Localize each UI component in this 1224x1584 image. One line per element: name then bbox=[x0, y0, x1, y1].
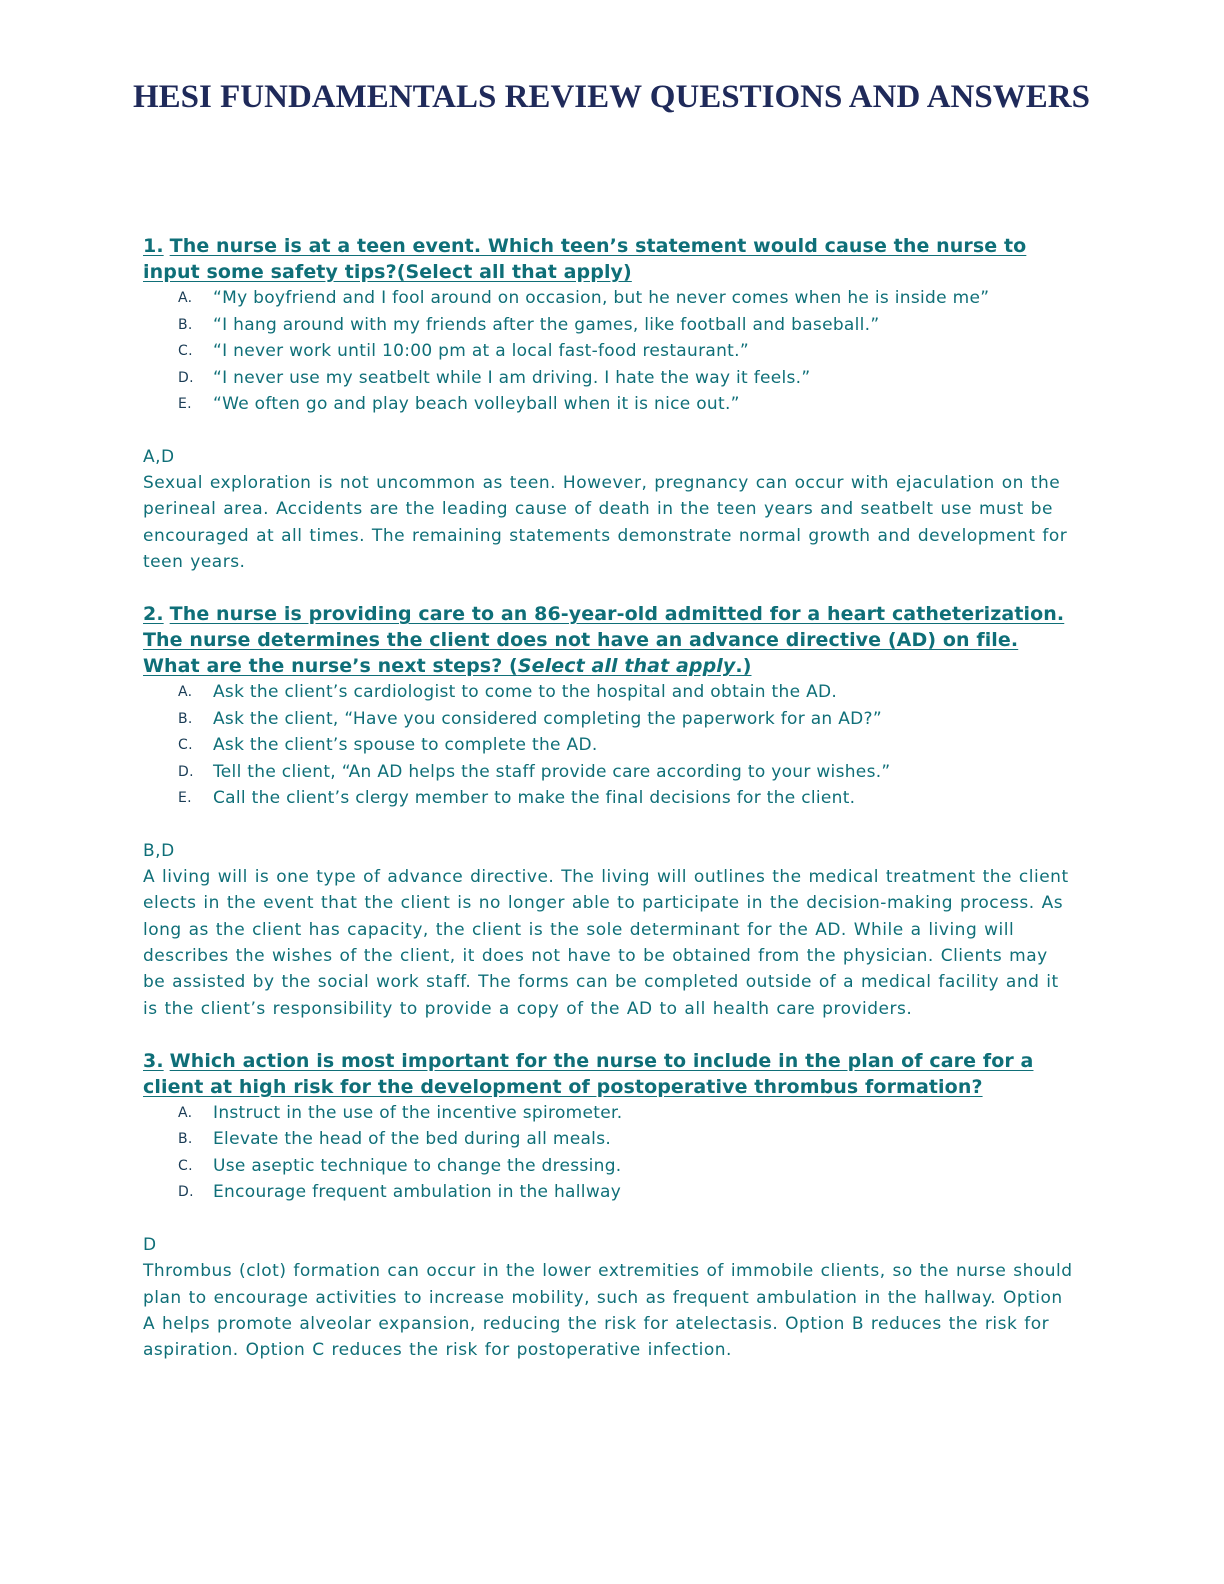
question-block-1 bbox=[143, 233, 1073, 575]
question-3-prompt bbox=[143, 1048, 1073, 1100]
option-text: “My boyfriend and I fool around on occasion, but he never comes when he is inside me” bbox=[213, 288, 990, 308]
option-item bbox=[143, 1126, 1073, 1153]
option-item bbox=[143, 679, 1073, 706]
option-letter: C. bbox=[178, 1157, 193, 1174]
questions-section bbox=[143, 233, 1073, 1364]
question-1-options bbox=[143, 285, 1073, 418]
question-2-rationale: A living will is one type of advance directive. The living will outlines the medical treatment the client elects in the event that the client is no longer able to participate in the decision-making process. As long as the client has capacity, the client is the sole determinant for the AD. While a living will describes the wishes of the client, it does not have to be obtained from the physician. Clients may be assisted by the social work staff. The forms can be completed outside of a medical facility and it is the client’s responsibility to provide a copy of the AD to all health care providers. bbox=[143, 867, 1069, 1019]
option-item bbox=[143, 1153, 1073, 1180]
option-text: Ask the client’s spouse to complete the AD. bbox=[213, 735, 598, 756]
option-letter: B. bbox=[178, 710, 193, 727]
option-letter: E. bbox=[178, 790, 192, 807]
option-text: Encourage frequent ambulation in the hallway bbox=[213, 1182, 622, 1203]
question-1-prompt bbox=[143, 233, 1073, 285]
question-3-options bbox=[143, 1100, 1073, 1206]
question-3-rationale: Thrombus (clot) formation can occur in the lower extremities of immobile clients, so the nurse should plan to encourage activities to increase mobility, such as frequent ambulation in the hallway. Option A helps promote alveolar expansion, reducing the risk for atelectasis. Option B reduces the risk for aspiration. Option C reduces the risk for postoperative infection. bbox=[143, 1261, 1073, 1361]
question-1-number: 1. bbox=[143, 235, 164, 257]
question-block-2 bbox=[143, 601, 1073, 1022]
question-2-answer: B,D bbox=[143, 840, 175, 861]
option-letter: B. bbox=[178, 316, 193, 333]
option-text: “We often go and play beach volleyball when it is nice out.” bbox=[213, 394, 740, 414]
question-2-text: The nurse is providing care to an 86-year-old admitted for a heart catheterization. The nurse determines the client does not have an advance directive (AD) on file. What are the nurse’s next steps? ( bbox=[143, 603, 1065, 678]
option-letter: A. bbox=[178, 1104, 193, 1121]
option-letter: A. bbox=[178, 684, 193, 701]
section-spacer bbox=[143, 575, 1073, 601]
option-text: “I hang around with my friends after the games, like football and baseball.” bbox=[213, 314, 880, 335]
option-item bbox=[143, 1100, 1073, 1127]
option-text: Ask the client, “Have you considered completing the paperwork for an AD?” bbox=[213, 708, 882, 729]
option-text: “I never use my seatbelt while I am driving. I hate the way it feels.” bbox=[213, 367, 811, 388]
option-item bbox=[143, 391, 1073, 418]
option-letter: C. bbox=[178, 343, 193, 359]
option-item bbox=[143, 1179, 1073, 1206]
option-item bbox=[143, 365, 1073, 392]
question-block-3 bbox=[143, 1048, 1073, 1364]
option-letter: B. bbox=[178, 1131, 193, 1148]
option-item bbox=[143, 759, 1073, 786]
option-item bbox=[143, 312, 1073, 339]
option-letter: D. bbox=[178, 763, 194, 780]
document-title: HESI FUNDAMENTALS REVIEW QUESTIONS AND ANSWERS bbox=[133, 79, 1090, 115]
option-item bbox=[143, 285, 1073, 312]
question-2-text-end: .) bbox=[735, 655, 752, 678]
question-3-text: Which action is most important for the nurse to include in the plan of care for a client at high risk for the development of postoperative thrombus formation? bbox=[143, 1049, 1034, 1098]
option-text: Use aseptic technique to change the dressing. bbox=[213, 1155, 622, 1176]
option-letter: E. bbox=[178, 396, 192, 412]
option-letter: D. bbox=[178, 1184, 194, 1201]
question-1-rationale: Sexual exploration is not uncommon as teen. However, pregnancy can occur with ejaculation on the perineal area. Accidents are the leading cause of death in the teen years and seatbelt use must be encouraged at all times. The remaining statements demonstrate normal growth and development for teen years. bbox=[143, 473, 1068, 572]
question-1-text: The nurse is at a teen event. Which teen’s statement would cause the nurse to input some safety tips?(Select all that apply) bbox=[143, 235, 1027, 283]
option-text: Tell the client, “An AD helps the staff provide care according to your wishes.” bbox=[213, 761, 891, 782]
question-2-prompt bbox=[143, 601, 1073, 679]
option-text: Ask the client’s cardiologist to come to the hospital and obtain the AD. bbox=[213, 682, 838, 703]
question-3-number: 3. bbox=[143, 1049, 164, 1072]
question-3-answer: D bbox=[143, 1234, 157, 1255]
option-letter: D. bbox=[178, 369, 194, 386]
question-1-answer: A,D bbox=[143, 446, 175, 467]
option-item bbox=[143, 732, 1073, 759]
question-2-text-italic: Select all that apply bbox=[517, 655, 736, 678]
option-item bbox=[143, 785, 1073, 812]
option-text: Instruct in the use of the incentive spirometer. bbox=[213, 1102, 623, 1123]
option-item bbox=[143, 338, 1073, 365]
option-letter: A. bbox=[178, 290, 193, 306]
question-2-number: 2. bbox=[143, 603, 164, 626]
option-text: “I never work until 10:00 pm at a local fast-food restaurant.” bbox=[213, 341, 749, 361]
section-spacer bbox=[143, 1022, 1073, 1048]
option-text: Elevate the head of the bed during all meals. bbox=[213, 1129, 612, 1150]
question-2-options bbox=[143, 679, 1073, 812]
option-text: Call the client’s clergy member to make the final decisions for the client. bbox=[213, 788, 856, 809]
option-item bbox=[143, 706, 1073, 733]
option-letter: C. bbox=[178, 737, 193, 754]
